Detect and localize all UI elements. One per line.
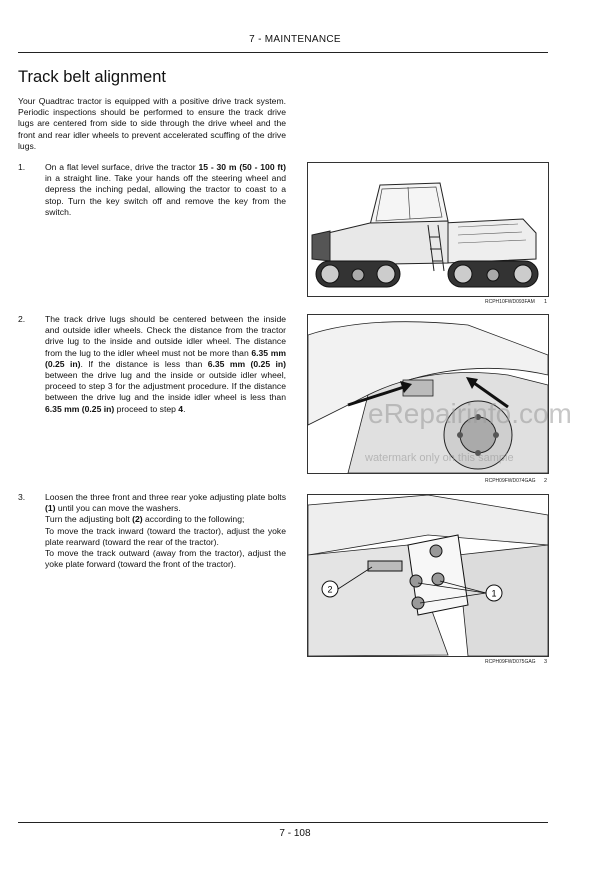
watermark-site: eRepairinfo.com bbox=[368, 398, 572, 429]
section-header: 7 - MAINTENANCE bbox=[249, 34, 341, 45]
figure-2-drive-lug bbox=[307, 314, 549, 474]
figure-number: 3 bbox=[543, 659, 547, 665]
callout-2: 2 bbox=[327, 584, 333, 595]
intro-paragraph: Your Quadtrac tractor is equipped with a positive drive track system. Periodic inspections should be performed to ensure the track drive lugs are centered from side to side through the drive wheel and the front and rear idler wheels to prevent accelerated scuffing of the drive lugs. bbox=[18, 96, 286, 151]
step-1 bbox=[18, 162, 286, 218]
step-2 bbox=[18, 314, 286, 415]
page-title: Track belt alignment bbox=[18, 68, 166, 86]
footer-rule bbox=[18, 822, 548, 823]
watermark-note: watermark only on this sample bbox=[365, 452, 514, 464]
step-number: 3. bbox=[18, 492, 26, 502]
callout-1: 1 bbox=[491, 588, 497, 599]
step-number: 2. bbox=[18, 314, 26, 324]
yoke-plate-illustration bbox=[308, 495, 548, 656]
figure-number: 2 bbox=[543, 478, 547, 484]
step-number: 1. bbox=[18, 162, 26, 172]
figure-1-tractor bbox=[307, 162, 549, 297]
step-3 bbox=[18, 492, 286, 570]
step-text: On a flat level surface, drive the tractor 15 - 30 m (50 - 100 ft) in a straight line. Take your hands off the steering wheel and depress the inching pedal, allowing the tractor to coast to a stop. Turn the key switch off and remove the key from the switch. bbox=[45, 162, 286, 217]
page-number: 7 - 108 bbox=[279, 828, 311, 839]
step-text: The track drive lugs should be centered between the inside and outside idler wheels. Check the distance from the tractor drive lug to the inside and outside idler wheel. The distance from the lug to the idler wheel must not be more than 6.35 mm (0.25 in). If the distance is less than 6.35 mm (0.25 in) between the drive lug and the inside or outside idler wheel, proceed to step 3 for the adjustment procedure. If the distance between the drive lug and the inside idler wheel is less than 6.35 mm (0.25 in) proceed to step 4. bbox=[45, 314, 287, 414]
figure-number: 1 bbox=[543, 299, 547, 305]
step-text: Loosen the three front and three rear yoke adjusting plate bolts (1) until you can move the washers. Turn the adjusting bolt (2) according to the following; To move the track inward (toward the tractor), adjust the yoke plate rearward (toward the rear of the tractor). To move the track outward (away from the tractor), adjust the yoke plate forward (toward the front of the tractor). bbox=[45, 492, 286, 570]
header-rule bbox=[18, 52, 548, 53]
drive-lug-illustration bbox=[308, 315, 548, 473]
tractor-illustration bbox=[308, 163, 548, 296]
figure-code: RCPH09FWD074GAG bbox=[485, 478, 536, 484]
figure-3-yoke-plate bbox=[307, 494, 549, 657]
figure-code: RCPH10FWD093FAM bbox=[485, 299, 535, 305]
figure-code: RCPH09FWD075GAG bbox=[485, 659, 536, 665]
